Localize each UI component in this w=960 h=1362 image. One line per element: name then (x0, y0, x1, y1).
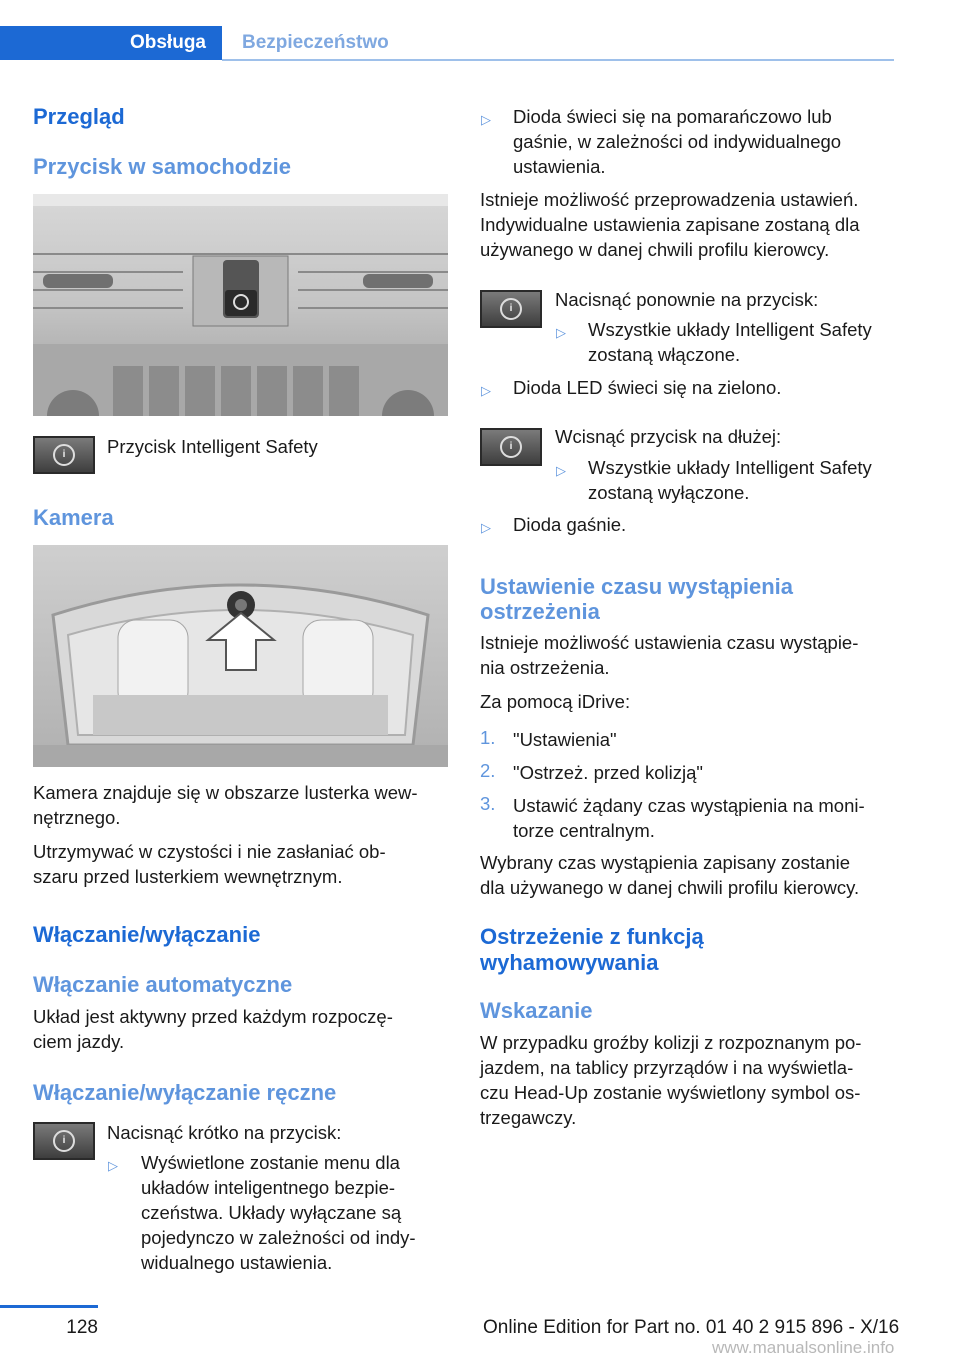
heading-auto-on: Włączanie automatyczne (33, 972, 293, 997)
all-on-text: Wszystkie układy Intelligent Safety zostaną włączone. (588, 319, 872, 365)
led-green-text: Dioda LED świeci się na zielono. (513, 377, 782, 398)
heading-overview: Przegląd (33, 104, 125, 129)
indication-para: W przypadku groźby kolizji z rozpoznanym po‐ jazdem, na tablicy przyrządów i na wyświetla‐ czu Head-Up zostanie wyświetlony symbol os‐ trzegawczy. (480, 1032, 862, 1128)
heading-indication: Wskazanie (480, 998, 593, 1023)
step-number: 1. (480, 727, 496, 748)
press-short-text: Nacisnąć krótko na przycisk: (107, 1122, 342, 1143)
step-number: 3. (480, 793, 496, 814)
intelligent-safety-icon: i (33, 436, 95, 474)
saved-para: Wybrany czas wystąpienia zapisany zostanie dla używanego w danej chwili profilu kierowcy. (480, 852, 860, 898)
settings-para: Istnieje możliwość przeprowadzenia ustawień. Indywidualne ustawienia zapisane zostaną dla używanego w danej chwili profilu kierowcy. (480, 189, 860, 260)
intelligent-safety-icon: i (33, 1122, 95, 1160)
led-orange-text: Dioda świeci się na pomarańczowo lub gaśnie, w zależności od indywidualnego ustawienia. (513, 106, 842, 177)
edition-text: Online Edition for Part no. 01 40 2 915 896 - X/16 (483, 1317, 900, 1338)
heading-on-off: Włączanie/wyłączanie (33, 922, 261, 947)
idrive-text: Za pomocą iDrive: (480, 691, 631, 712)
menu-bullet-text: Wyświetlone zostanie menu dla układów inteligentnego bezpie‐ czeństwa. Układy wyłączane są pojedynczo w zależności od indy‐ widualnego ustawienia. (141, 1152, 416, 1273)
footer-divider (0, 1305, 98, 1308)
press-again-text: Nacisnąć ponownie na przycisk: (555, 289, 819, 310)
intelligent-safety-icon: i (480, 428, 542, 466)
led-off-text: Dioda gaśnie. (513, 514, 627, 535)
press-long-text: Wcisnąć przycisk na dłużej: (555, 426, 782, 447)
button-caption: Przycisk Intelligent Safety (107, 436, 318, 457)
heading-manual-on-off: Włączanie/wyłączanie ręczne (33, 1080, 337, 1105)
tab-obsluga[interactable]: Obsługa (0, 26, 222, 60)
auto-para: Układ jest aktywny przed każdym rozpoczę‐ ciem jazdy. (33, 1006, 393, 1052)
bullet-icon: ▷ (481, 383, 491, 398)
bullet-icon: ▷ (556, 325, 566, 340)
page-number: 128 (66, 1317, 98, 1338)
camera-para-1: Kamera znajduje się w obszarze lusterka wew‐ nętrznego. (33, 782, 418, 828)
warning-time-para: Istnieje możliwość ustawienia czasu wystąpie‐ nia ostrzeżenia. (480, 632, 859, 678)
dashboard-button-photo (33, 194, 448, 416)
all-off-text: Wszystkie układy Intelligent Safety zostaną wyłączone. (588, 457, 872, 503)
bullet-icon: ▷ (481, 520, 491, 535)
watermark: www.manualsonline.info (712, 1338, 895, 1357)
step-text: "Ustawienia" (513, 729, 617, 750)
bullet-icon: ▷ (481, 112, 491, 127)
header-divider (222, 59, 894, 61)
bullet-icon: ▷ (556, 463, 566, 478)
bullet-icon: ▷ (108, 1158, 118, 1173)
heading-brake-warning: Ostrzeżenie z funkcją wyhamowywania (480, 924, 704, 975)
camera-windshield-photo (33, 545, 448, 767)
heading-button-in-car: Przycisk w samochodzie (33, 154, 291, 179)
step-text: Ustawić żądany czas wystąpienia na moni‐ torze centralnym. (513, 795, 865, 841)
step-number: 2. (480, 760, 496, 781)
camera-para-2: Utrzymywać w czystości i nie zasłaniać ob‐ szaru przed lusterkiem wewnętrznym. (33, 841, 386, 887)
tab-bezpieczenstwo[interactable]: Bezpieczeństwo (242, 32, 389, 53)
intelligent-safety-icon: i (480, 290, 542, 328)
heading-camera: Kamera (33, 505, 114, 530)
heading-warning-time: Ustawienie czasu wystąpienia ostrzeżenia (480, 574, 794, 624)
step-text: "Ostrzeż. przed kolizją" (513, 762, 703, 783)
